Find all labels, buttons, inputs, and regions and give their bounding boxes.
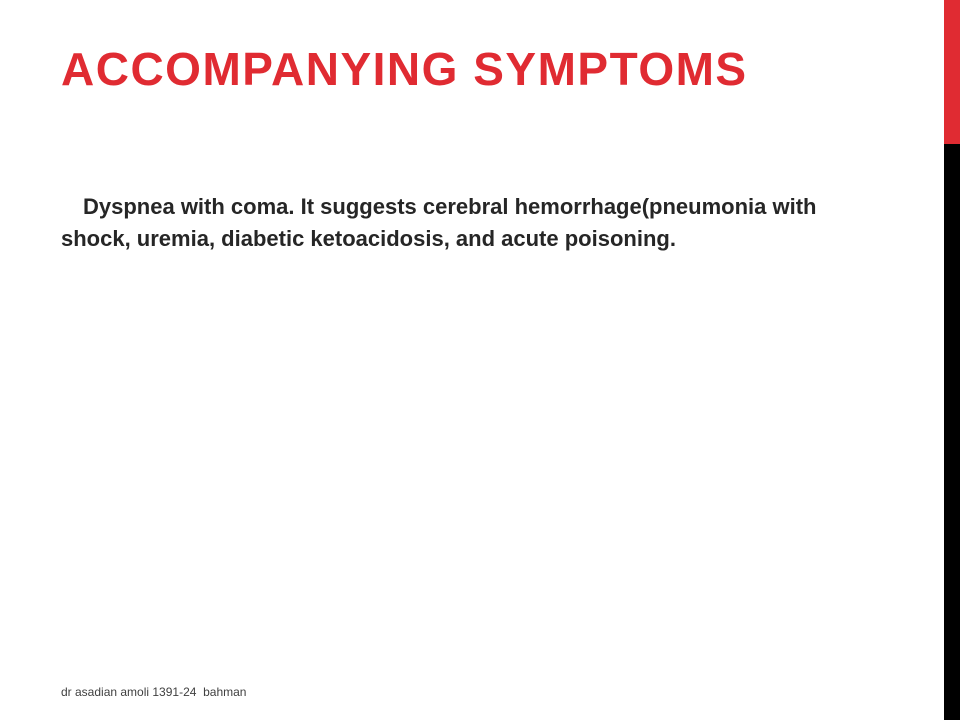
- slide-body-text: Dyspnea with coma. It suggests cerebral hemorrhage(pneumonia with shock, uremia, diabetic ketoacidosis, and acute poisoning.: [61, 194, 817, 251]
- slide-title: ACCOMPANYING SYMPTOMS: [61, 43, 748, 95]
- side-bar-accent: [944, 0, 960, 144]
- slide-footer: dr asadian amoli 1391-24 bahman: [61, 685, 247, 699]
- side-bar: [944, 0, 960, 720]
